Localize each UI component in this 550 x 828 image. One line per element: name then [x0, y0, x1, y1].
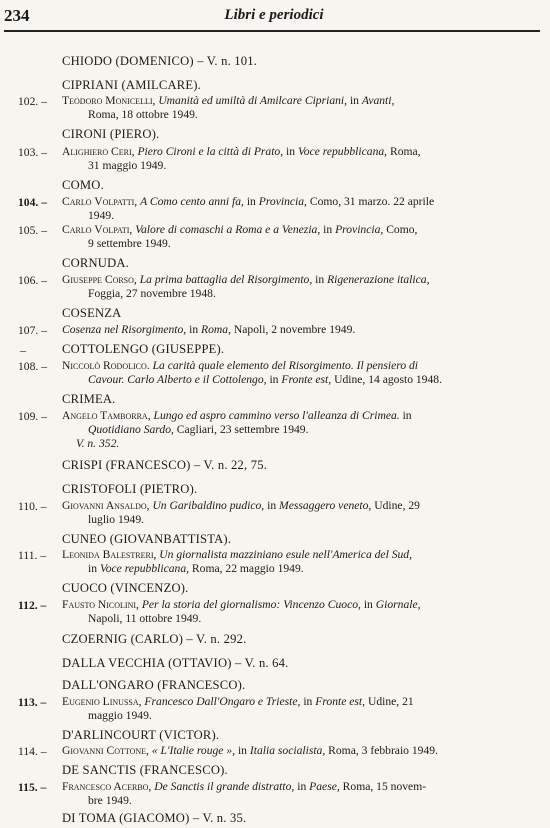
entry-continuation: bre 1949. — [88, 794, 132, 807]
entry-text: Leonida Balestreri, Un giornalista mazziniano esule nell'America del Sud, — [62, 548, 412, 561]
entry-continuation: Roma, 18 ottobre 1949. — [88, 108, 198, 121]
entry-heading: CIRONI (PIERO). — [62, 127, 160, 141]
entry-text: Fausto Nicolini, Per la storia del giornalismo: Vincenzo Cuoco, in Giornale, — [62, 598, 421, 611]
entry-heading: CUOCO (VINCENZO). — [62, 581, 189, 595]
entry-heading: CZOERNIG (CARLO) – V. n. 292. — [62, 632, 247, 646]
entry-heading: COMO. — [62, 178, 104, 192]
entry-number: 112. – — [18, 599, 47, 612]
entry-heading: DALLA VECCHIA (OTTAVIO) – V. n. 64. — [62, 656, 289, 670]
entry-heading: CHIODO (DOMENICO) – V. n. 101. — [62, 54, 258, 68]
entry-text: Francesco Acerbo, De Sanctis il grande distratto, in Paese, Roma, 15 novem- — [62, 780, 427, 793]
entry-text: Teodoro Monicelli, Umanità ed umiltà di Amilcare Cipriani, in Avanti, — [62, 94, 395, 107]
entry-number: 108. – — [18, 360, 47, 373]
entry-continuation: Quotidiano Sardo, Cagliari, 23 settembre 1949. — [88, 423, 309, 436]
entry-heading: DE SANCTIS (FRANCESCO). — [62, 763, 228, 777]
entry-continuation: Napoli, 11 ottobre 1949. — [88, 612, 202, 625]
entry-text: Carlo Volpatti, A Como cento anni fa, in Provincia, Como, 31 marzo. 22 aprile — [62, 195, 435, 208]
entry-heading: CRISPI (FRANCESCO) – V. n. 22, 75. — [62, 458, 268, 472]
entry-continuation: Cavour. Carlo Alberto e il Cottolengo, in Fronte est, Udine, 14 agosto 1948. — [88, 373, 442, 386]
entry-continuation: 31 maggio 1949. — [88, 159, 167, 172]
margin-mark: – — [20, 343, 26, 357]
entry-continuation: Foggia, 27 novembre 1948. — [88, 287, 216, 300]
entry-heading: CRISTOFOLI (PIETRO). — [62, 482, 198, 496]
entry-heading: DALL'ONGARO (FRANCESCO). — [62, 678, 246, 692]
entry-heading: DI TOMA (GIACOMO) – V. n. 35. — [62, 811, 247, 825]
header-rule — [4, 30, 540, 32]
entry-heading: COSENZA — [62, 306, 122, 320]
entry-text: Giuseppe Corso, La prima battaglia del Risorgimento, in Rigenerazione italica, — [62, 273, 430, 286]
entry-heading: CIPRIANI (AMILCARE). — [62, 78, 202, 92]
entry-continuation: in Voce repubblicana, Roma, 22 maggio 1949. — [88, 562, 304, 575]
entry-text: Angelo Tamborra, Lungo ed aspro cammino verso l'alleanza di Crimea. in — [62, 409, 412, 422]
entry-heading: CUNEO (GIOVANBATTISTA). — [62, 532, 232, 546]
running-title: Libri e periodici — [224, 7, 324, 23]
entry-number: 113. – — [18, 696, 47, 709]
entry-text: Eugenio Linussa, Francesco Dall'Ongaro e Trieste, in Fronte est, Udine, 21 — [62, 695, 414, 708]
entry-text: Cosenza nel Risorgimento, in Roma, Napoli, 2 novembre 1949. — [62, 323, 356, 336]
entry-heading: CRIMEA. — [62, 392, 116, 406]
entry-continuation: maggio 1949. — [88, 709, 152, 722]
entry-continuation: 9 settembre 1949. — [88, 237, 171, 250]
entry-number: 111. – — [18, 549, 47, 562]
entry-number: 104. – — [18, 196, 47, 209]
entry-heading: D'ARLINCOURT (VICTOR). — [62, 728, 220, 742]
see-reference: V. n. 352. — [76, 437, 120, 450]
entry-text: Niccolò Rodolico. La carità quale elemento del Risorgimento. Il pensiero di — [62, 359, 419, 372]
entry-number: 106. – — [18, 274, 47, 287]
entry-number: 114. – — [18, 745, 47, 758]
entry-number: 107. – — [18, 324, 47, 337]
entry-continuation: luglio 1949. — [88, 513, 145, 526]
entry-number: 109. – — [18, 410, 47, 423]
entry-number: 103. – — [18, 146, 47, 159]
entry-text: Giovanni Ansaldo, Un Garibaldino pudico, in Messaggero veneto, Udine, 29 — [62, 499, 420, 512]
entry-text: Alighiero Ceri, Piero Cironi e la città di Prato, in Voce repubblicana, Roma, — [62, 145, 421, 158]
page-number: 234 — [4, 6, 30, 25]
entry-heading: COTTOLENGO (GIUSEPPE). — [62, 342, 225, 356]
entry-number: 115. – — [18, 781, 47, 794]
entry-text: Giovanni Cottone, « L'Italie rouge », in Italia socialista, Roma, 3 febbraio 1949. — [62, 744, 438, 757]
page-header — [4, 6, 540, 30]
entry-text: Carlo Volpati, Valore di comaschi a Roma e a Venezia, in Provincia, Como, — [62, 223, 418, 236]
entry-number: 105. – — [18, 224, 47, 237]
entry-heading: CORNUDA. — [62, 256, 130, 270]
entry-number: 102. – — [18, 95, 47, 108]
entry-number: 110. – — [18, 500, 47, 513]
entry-continuation: 1949. — [88, 209, 115, 222]
